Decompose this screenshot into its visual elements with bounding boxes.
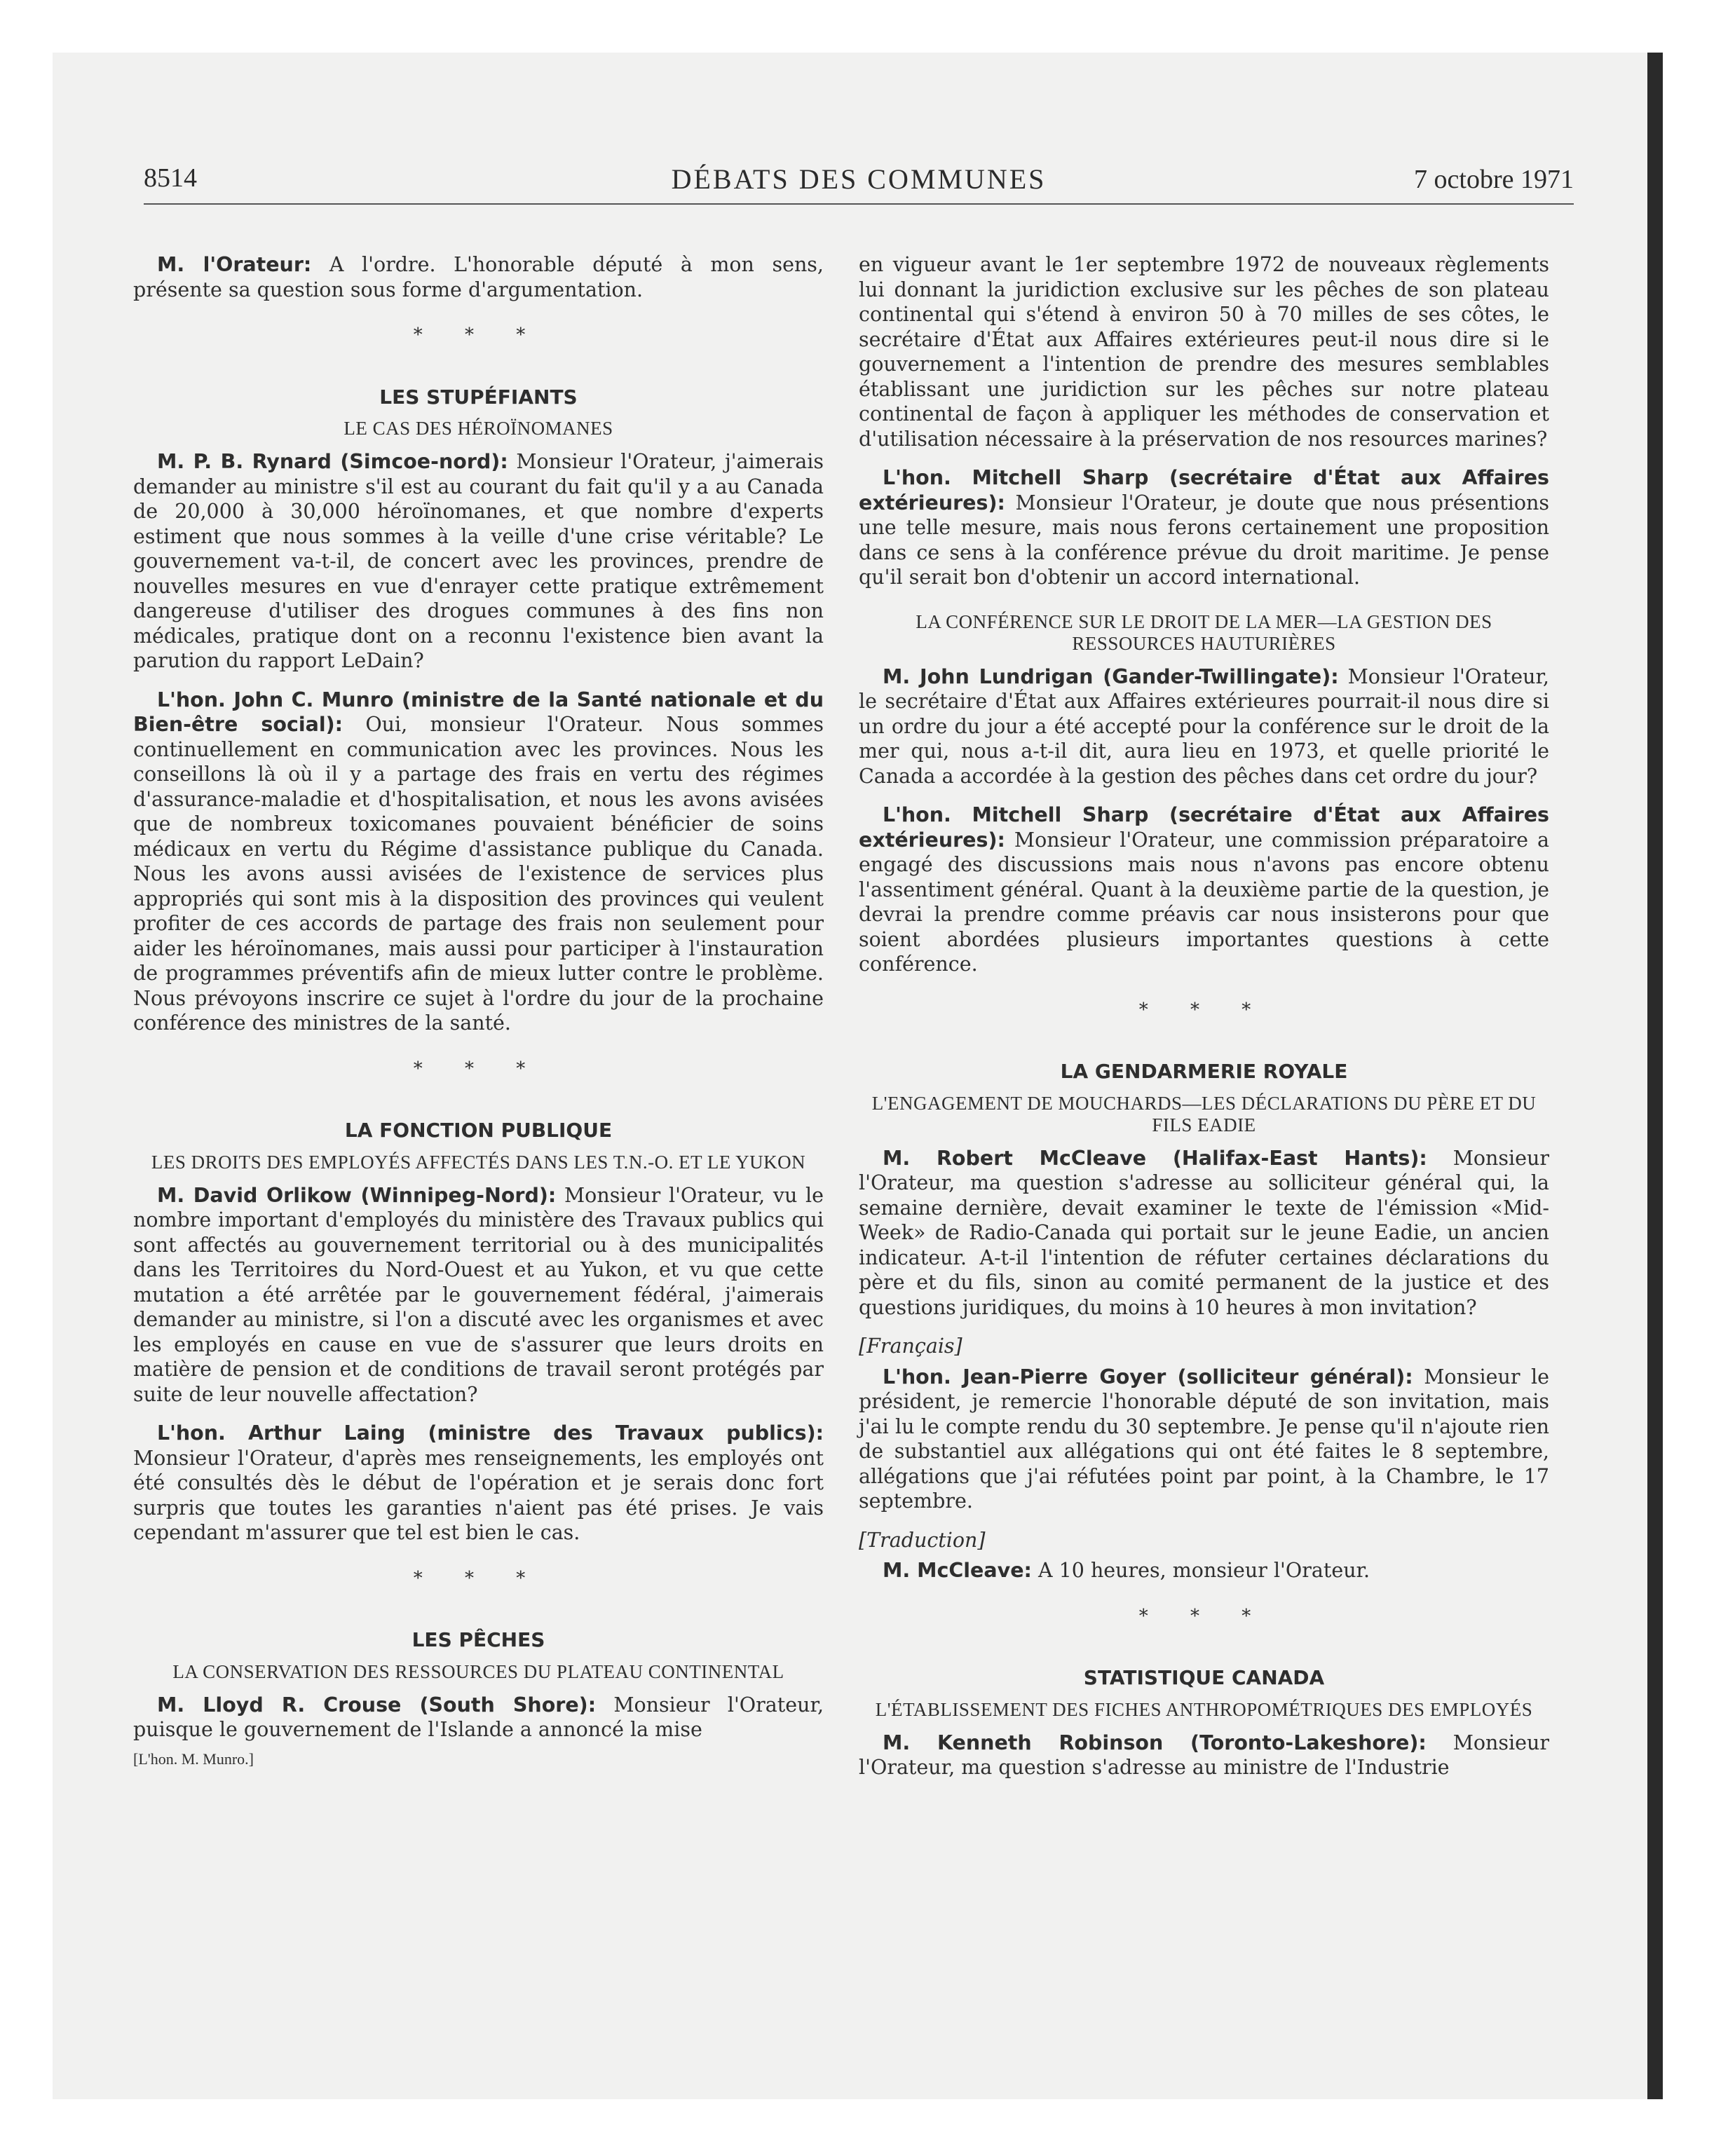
- paragraph: [133, 449, 824, 674]
- speech-text: Monsieur l'Orateur, puisque le gouvernement de l'Islande a annoncé la mise: [133, 1693, 824, 1741]
- page-edge-shadow: [1647, 53, 1663, 2099]
- speaker-name: M. Lloyd R. Crouse (South Shore):: [157, 1693, 597, 1717]
- right-column: [859, 252, 1549, 1794]
- speaker-name: M. Kenneth Robinson (Toronto-Lakeshore):: [883, 1731, 1427, 1754]
- section-title: LA GENDARMERIE ROYALE: [1060, 1060, 1348, 1083]
- speaker-name: M. David Orlikow (Winnipeg-Nord):: [157, 1183, 557, 1207]
- speech-text: Monsieur l'Orateur, je doute que nous présentions une telle mesure, mais nous ferons certainement une proposition dans ce sens à la conférence prévue du droit maritime. Je pense qu'il serait bon d'obtenir un accord international.: [859, 491, 1549, 589]
- paragraph: [133, 252, 824, 302]
- speech-text: Monsieur l'Orateur, j'aimerais demander au ministre s'il est au courant du fait qu'il y a au Canada de 20,000 à 30,000 héroïnomanes, et que nombre d'experts estiment que nous sommes à la veille d'une crise véritable? Le gouvernement va-t-il, de concert avec les provinces, prendre de nouvelles mesures en vue d'enrayer cette pratique extrêmement dangereuse d'utiliser des drogues communes à des fins non médicales, pratique dont on a reconnu l'existence bien avant la parution du rapport LeDain?: [133, 450, 824, 672]
- paragraph: [133, 1421, 824, 1546]
- section-separator: * * *: [413, 1058, 544, 1079]
- speech-text: Monsieur l'Orateur, d'après mes renseignements, les employés ont été consultés dès le début de l'opération et je serais donc fort surpris que toutes les garanties n'aient pas été prises. Je vais cependant m'assurer que tel est bien le cas.: [133, 1446, 824, 1544]
- paragraph: [859, 664, 1549, 789]
- speech-text: A 10 heures, monsieur l'Orateur.: [1031, 1559, 1370, 1582]
- speaker-name: L'hon. Arthur Laing (ministre des Travaux publics):: [157, 1421, 824, 1445]
- section-separator: * * *: [413, 325, 544, 346]
- paragraph: en vigueur avant le 1er septembre 1972 de nouveaux règlements lui donnant la juridiction exclusive sur les pêches de son plateau continental qui s'étend à environ 50 à 70 milles de ses côtes, le secrétaire d'État aux Affaires extérieures peut-il nous dire si le gouvernement a l'intention de prendre des mesures semblables établissant une juridiction sur les pêches sur notre plateau continental de façon à appliquer les méthodes de conservation et d'utilisation nécessaire à la préservation de nos resources marines?: [859, 253, 1549, 451]
- paragraph: [859, 803, 1549, 977]
- paragraph: [859, 1146, 1549, 1321]
- paragraph: [859, 1558, 1549, 1583]
- speaker-name: M. McCleave:: [883, 1559, 1032, 1582]
- section-subtitle: LE CAS DES HÉROÏNOMANES: [343, 418, 613, 439]
- issue-date: 7 octobre 1971: [1414, 165, 1574, 194]
- speaker-name: L'hon. John C. Munro (ministre de la Santé nationale et du Bien-être social):: [133, 688, 824, 736]
- speaker-name: L'hon. Mitchell Sharp (secrétaire d'État aux Affaires extérieures):: [859, 466, 1549, 514]
- speaker-name: M. John Lundrigan (Gander-Twillingate):: [883, 664, 1339, 688]
- section-title: LES STUPÉFIANTS: [379, 385, 578, 409]
- page-number: 8514: [144, 163, 197, 193]
- paragraph: [859, 1365, 1549, 1514]
- paragraph: [133, 1693, 824, 1742]
- section-title: LES PÊCHES: [411, 1628, 545, 1651]
- section-title: STATISTIQUE CANADA: [1083, 1666, 1325, 1689]
- speaker-name: L'hon. Jean-Pierre Goyer (solliciteur général):: [883, 1365, 1413, 1389]
- paragraph: [859, 465, 1549, 590]
- speech-text: Monsieur le président, je remercie l'honorable député de son invitation, mais j'ai lu le compte rendu du 30 septembre. Je pense qu'il n'ajoute rien de substantiel aux allégations qui ont été faites le 8 septembre, allégations que j'ai réfutées point par point, à la Chambre, le 17 septembre.: [859, 1365, 1549, 1513]
- paragraph: [133, 1183, 824, 1407]
- paragraph: [133, 688, 824, 1036]
- speech-text: Oui, monsieur l'Orateur. Nous sommes continuellement en communication avec les provinces. Nous les conseillons là où il y a partage des frais en vertu des régimes d'assurance-maladie et d'hospitalisation, et nous les avons avisées que de nombreux toxicomanes pouvaient bénéficier de soins médicaux en vertu du Régime d'assistance publique du Canada. Nous les avons aussi avisées de l'existence de services plus appropriés qui sont mis à la disposition des provinces qui veulent profiter de ces accords de partage des frais non seulement pour aider les héroïnomanes, mais aussi pour participer à l'instauration de programmes préventifs afin de mieux lutter contre le problème. Nous prévoyons inscrire ce sujet à l'ordre du jour de la prochaine conférence des ministres de la santé.: [133, 713, 824, 1035]
- left-column: [133, 252, 824, 1771]
- section-separator: * * *: [413, 1567, 544, 1589]
- language-marker: [Traduction]: [859, 1528, 986, 1552]
- section-subtitle: L'ENGAGEMENT DE MOUCHARDS—LES DÉCLARATIONS DU PÈRE ET DU FILS EADIE: [871, 1092, 1537, 1135]
- section-separator: * * *: [1138, 1605, 1270, 1627]
- speech-text: Monsieur l'Orateur, vu le nombre important d'employés du ministère des Travaux publics qui sont affectés au gouvernement territorial ou à des municipalités dans les Territoires du Nord-Ouest et au Yukon, et vu que cette mutation a été arrêtée par le gouvernement fédéral, j'aimerais demander au ministre, si l'on a discuté avec les organismes et avec les employés en cause en vue de s'assurer que leurs droits en matière de pension et de conditions de travail seront protégés par suite de leur nouvelle affectation?: [133, 1183, 824, 1406]
- speaker-name: L'hon. Mitchell Sharp (secrétaire d'État aux Affaires extérieures):: [859, 803, 1549, 852]
- speaker-name: M. l'Orateur:: [157, 253, 312, 276]
- section-subtitle: LA CONFÉRENCE SUR LE DROIT DE LA MER—LA GESTION DES RESSOURCES HAUTURIÈRES: [916, 610, 1492, 654]
- section-subtitle: LA CONSERVATION DES RESSOURCES DU PLATEAU CONTINENTAL: [172, 1660, 784, 1682]
- speaker-name: M. Robert McCleave (Halifax-East Hants):: [883, 1146, 1427, 1170]
- speech-text: Monsieur l'Orateur, le secrétaire d'État aux Affaires extérieures pourrait-il nous dire si un ordre du jour a été accepté pour la conférence sur le droit de la mer qui, nous a-t-il dit, aura lieu en 1973, et quelle priorité le Canada a accordée à la gestion des pêches dans cet ordre du jour?: [859, 664, 1549, 788]
- paragraph: [859, 1731, 1549, 1780]
- publication-title: DÉBATS DES COMMUNES: [671, 163, 1047, 195]
- section-subtitle: LES DROITS DES EMPLOYÉS AFFECTÉS DANS LES T.N.-O. ET LE YUKON: [151, 1151, 806, 1173]
- section-subtitle: L'ÉTABLISSEMENT DES FICHES ANTHROPOMÉTRIQUES DES EMPLOYÉS: [875, 1698, 1533, 1720]
- speech-text: Monsieur l'Orateur, une commission préparatoire a engagé des discussions mais nous n'avons pas encore obtenu l'assentiment général. Quant à la deuxième partie de la question, je devrai la prendre comme préavis car nous insisterons pour que soient abordées plusieurs importantes questions à cette conférence.: [859, 828, 1549, 976]
- speech-text: Monsieur l'Orateur, ma question s'adresse au ministre de l'Industrie: [859, 1731, 1549, 1779]
- speech-text: A l'ordre. L'honorable député à mon sens, présente sa question sous forme d'argumentation.: [133, 253, 824, 301]
- speech-text: Monsieur l'Orateur, ma question s'adresse au solliciteur général qui, la semaine dernière, devait examiner le texte de l'émission «Mid-Week» de Radio-Canada qui portait sur le jeune Eadie, un ancien indicateur. A-t-il l'intention de réfuter certaines déclarations du père et du fils, sinon au comité permanent de la justice et des questions juridiques, du moins à 10 heures à mon invitation?: [859, 1146, 1549, 1319]
- section-title: LA FONCTION PUBLIQUE: [344, 1119, 613, 1142]
- running-header: [144, 163, 1574, 205]
- continuation-note: [L'hon. M. Munro.]: [133, 1749, 254, 1768]
- section-separator: * * *: [1138, 999, 1270, 1021]
- speaker-name: M. P. B. Rynard (Simcoe-nord):: [157, 450, 508, 473]
- language-marker: [Français]: [859, 1335, 962, 1358]
